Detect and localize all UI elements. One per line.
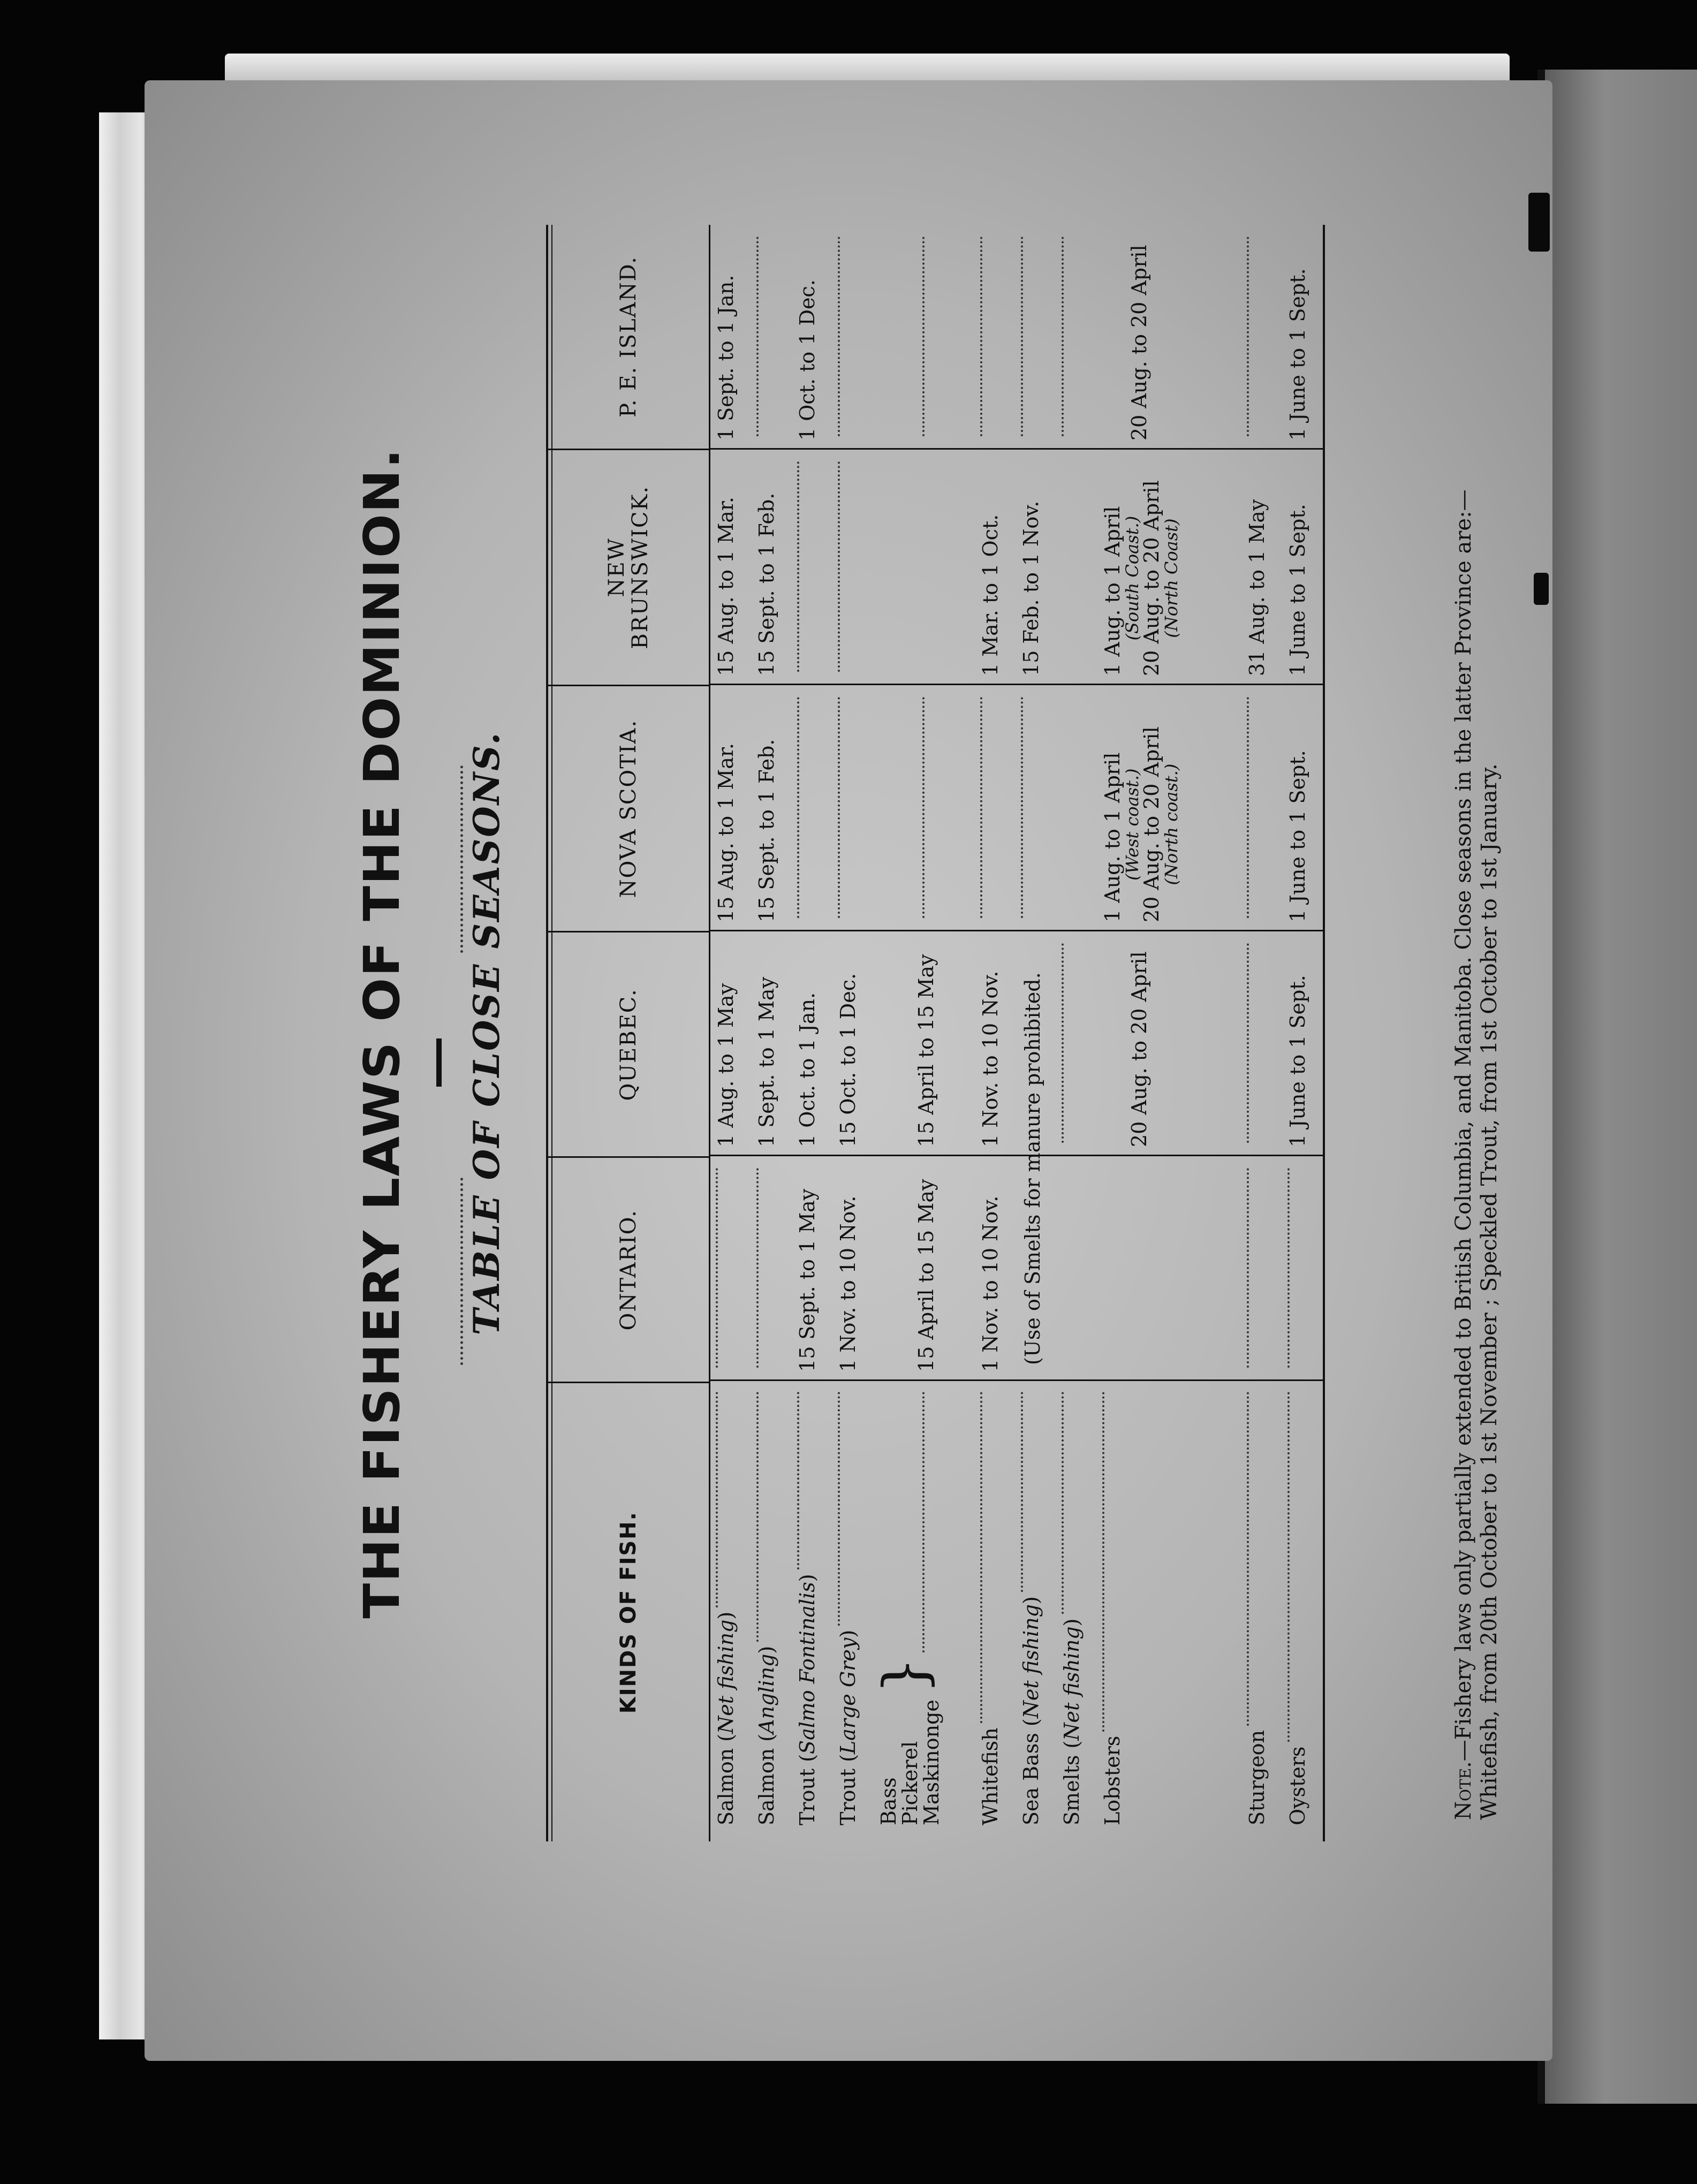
table-row <box>1282 225 1323 1841</box>
ontario-cell: 1 Nov. to 10 Nov. <box>832 1156 873 1381</box>
quebec-cell <box>1241 931 1282 1156</box>
quebec-cell: 15 Oct. to 1 Dec. <box>832 931 873 1156</box>
table-row <box>1241 225 1282 1841</box>
footnote-line2: Whitefish, from 20th October to 1st November ; Speckled Trout, from 1st October to 1st January. <box>1477 763 1502 1820</box>
pei-cell <box>832 225 873 450</box>
nova-scotia-cell: 1 Aug. to 1 April (West coast.) 20 Aug. to 20 April (North coast.) <box>1097 685 1241 931</box>
nova-scotia-cell <box>975 685 1016 931</box>
new-brunswick-cell: 31 Aug. to 1 May <box>1241 450 1282 685</box>
nova-scotia-cell: 15 Sept. to 1 Feb. <box>751 685 792 931</box>
nova-scotia-cell: 15 Aug. to 1 Mar. <box>710 685 751 931</box>
new-brunswick-cell <box>792 450 832 685</box>
table-header-row <box>548 225 710 1841</box>
ontario-cell <box>751 1156 792 1381</box>
new-brunswick-cell: 1 Aug. to 1 April (South Coast.) 20 Aug. to 20 April (North Coast) <box>1097 450 1241 685</box>
nova-scotia-cell <box>832 685 873 931</box>
quebec-cell <box>1056 931 1097 1156</box>
quebec-cell: 20 Aug. to 20 April <box>1097 931 1241 1156</box>
nova-scotia-cell <box>1056 685 1097 931</box>
nova-scotia-cell <box>792 685 832 931</box>
kind-cell: Trout ( Salmo Fontinalis ) <box>792 1381 832 1841</box>
ontario-cell: 15 Sept. to 1 May <box>792 1156 832 1381</box>
kind-cell: Lobsters <box>1097 1381 1241 1841</box>
quebec-cell: 1 Aug. to 1 May <box>710 931 751 1156</box>
rotated-table-content <box>353 225 1563 1841</box>
quebec-cell: 15 April to 15 May <box>873 931 975 1156</box>
table-row <box>751 225 792 1841</box>
page-title: THE FISHERY LAWS OF THE DOMINION. <box>353 448 411 1619</box>
new-brunswick-cell <box>1056 450 1097 685</box>
quebec-cell: 1 Nov. to 10 Nov. <box>975 931 1016 1156</box>
ontario-cell <box>1056 1156 1097 1381</box>
title-rule <box>436 1038 442 1087</box>
quebec-cell: 1 Oct. to 1 Jan. <box>792 931 832 1156</box>
pei-cell <box>751 225 792 450</box>
new-brunswick-cell: 15 Sept. to 1 Feb. <box>751 450 792 685</box>
new-brunswick-cell: 1 June to 1 Sept. <box>1282 450 1323 685</box>
new-brunswick-cell <box>873 450 975 685</box>
kind-cell: Sea Bass ( Net fishing ) <box>1016 1381 1056 1841</box>
pei-cell <box>975 225 1016 450</box>
kind-cell: Salmon ( Net fishing ) <box>710 1381 751 1841</box>
header-kinds: KINDS OF FISH. <box>616 1511 641 1714</box>
pei-cell <box>1241 225 1282 450</box>
pei-cell: 1 June to 1 Sept. <box>1282 225 1323 450</box>
table-row <box>832 225 873 1841</box>
kind-cell: Smelts ( Net fishing ) <box>1056 1381 1097 1841</box>
header-new-brunswick-line1: NEW <box>604 537 629 597</box>
new-brunswick-cell: 15 Feb. to 1 Nov. <box>1016 450 1056 685</box>
footnote-lead: Note. <box>1451 1761 1476 1820</box>
table-row <box>870 225 975 1841</box>
table-row <box>975 225 1016 1841</box>
header-quebec: QUEBEC. <box>548 932 709 1158</box>
kind-cell: Oysters <box>1282 1381 1323 1841</box>
header-nova-scotia: NOVA SCOTIA. <box>548 686 709 933</box>
ontario-cell <box>1241 1156 1282 1381</box>
pei-cell <box>873 225 975 450</box>
title-dotted-rule-right <box>460 765 463 953</box>
footnote-line1: —Fishery laws only partially extended to British Columbia, and Manitoba. Close seasons in the latter Province are:— <box>1451 489 1476 1762</box>
kind-cell: Sturgeon <box>1241 1381 1282 1841</box>
new-brunswick-cell: 1 Mar. to 1 Oct. <box>975 450 1016 685</box>
pei-cell <box>1016 225 1056 450</box>
ontario-cell: 15 April to 15 May <box>873 1156 975 1381</box>
kind-cell: Salmon ( Angling ) <box>751 1381 792 1841</box>
kind-cell: Bass Pickerel Maskinonge } <box>873 1381 975 1841</box>
new-brunswick-cell <box>832 450 873 685</box>
header-ontario: ONTARIO. <box>548 1158 709 1383</box>
quebec-cell: 1 June to 1 Sept. <box>1282 931 1323 1156</box>
table-row <box>792 225 832 1841</box>
pei-cell: 1 Oct. to 1 Dec. <box>792 225 832 450</box>
ontario-cell: 1 Nov. to 10 Nov. <box>975 1156 1016 1381</box>
table-row <box>710 225 751 1841</box>
pei-cell: 20 Aug. to 20 April <box>1097 225 1241 450</box>
pei-cell: 1 Sept. to 1 Jan. <box>710 225 751 450</box>
nova-scotia-cell <box>873 685 975 931</box>
nova-scotia-cell <box>1016 685 1056 931</box>
header-new-brunswick <box>548 450 709 686</box>
table-row <box>1056 225 1097 1841</box>
facing-page <box>1542 70 1697 2104</box>
title-dotted-rule-left <box>460 1178 463 1365</box>
pei-cell <box>1056 225 1097 450</box>
quebec-cell: 1 Sept. to 1 May <box>751 931 792 1156</box>
ontario-cell <box>1097 1156 1241 1381</box>
footnote <box>1451 225 1502 1841</box>
header-pei: P. E. ISLAND. <box>548 225 709 450</box>
new-brunswick-cell: 15 Aug. to 1 Mar. <box>710 450 751 685</box>
kind-cell: Trout ( Large Grey ) <box>832 1381 873 1841</box>
nova-scotia-cell: 1 June to 1 Sept. <box>1282 685 1323 931</box>
table-subtitle: TABLE OF CLOSE SEASONS. <box>466 731 507 1336</box>
nova-scotia-cell <box>1241 685 1282 931</box>
close-seasons-table <box>546 225 1325 1841</box>
ontario-cell <box>710 1156 751 1381</box>
header-new-brunswick-line2: BRUNSWICK. <box>628 485 653 649</box>
kind-cell: Whitefish <box>975 1381 1016 1841</box>
brace-glyph: } <box>870 1657 939 1695</box>
ontario-cell <box>1282 1156 1323 1381</box>
table-row <box>1097 225 1241 1841</box>
table-row <box>1016 225 1056 1841</box>
smelts-manure-note: (Use of Smelts for manure prohibited. <box>1021 972 1044 1365</box>
